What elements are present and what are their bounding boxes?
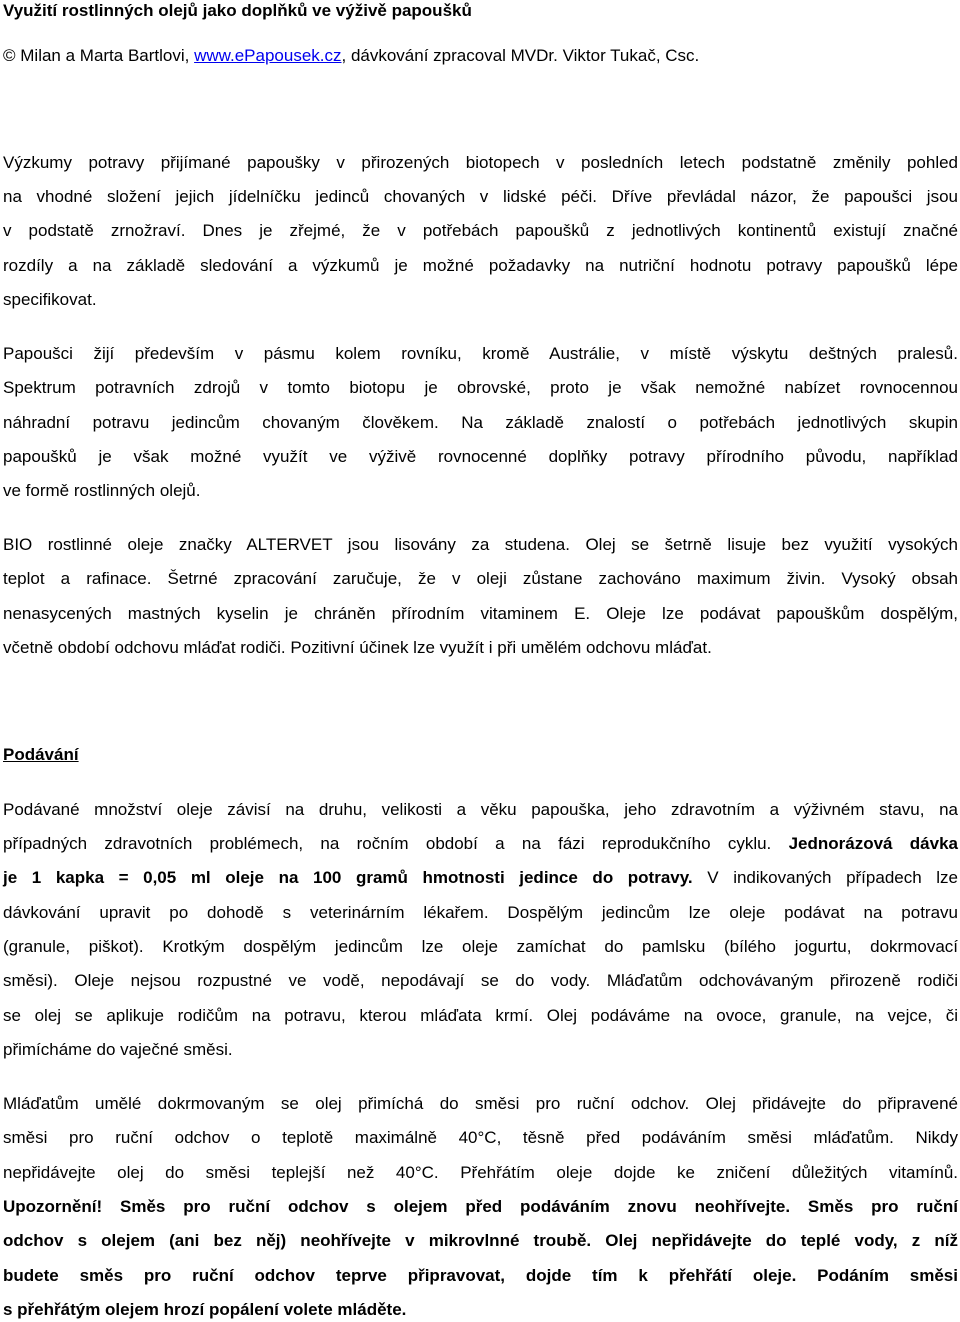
para3-line2: teplot a rafinace. Šetrné zpracování zaručuje, že v oleji zůstane zachováno maximum živin. Vysoký obsah bbox=[3, 569, 958, 588]
dose-highlight-start: Jednorázová dávka bbox=[788, 834, 958, 853]
para4-line3 bbox=[3, 868, 958, 888]
para2-line4: papoušků je však možné využít ve výživě rovnocenné doplňky potravy přírodního původu, například bbox=[3, 447, 958, 466]
para5-line1: Mláďatům umělé dokrmovaným se olej přimíchá do směsi pro ruční odchov. Olej přidávejte do připravené bbox=[3, 1094, 958, 1113]
warning-line4: s přehřátým olejem hrozí popálení volete mláděte. bbox=[3, 1300, 407, 1319]
para2-line1: Papoušci žijí především v pásmu kolem rovníku, kromě Austrálie, v místě výskytu deštných pralesů. bbox=[3, 344, 958, 363]
para2-line3: náhradní potravu jedincům chovaným člověkem. Na základě znalostí o potřebách jednotlivých skupin bbox=[3, 413, 958, 432]
section-heading: Podávání bbox=[3, 745, 79, 764]
para1-line3: v podstatě zrnožraví. Dnes je zřejmé, že v potřebách papoušků z jednotlivých kontinentů existují značné bbox=[3, 221, 958, 240]
warning-line2: odchov s olejem (ani bez něj) neohřívejte v mikrovlnné troubě. Olej nepřidávejte do teplé vody, z níž bbox=[3, 1231, 958, 1250]
para1-line2: na vhodné složení jejich jídelníčku jedinců chovaných v lidské péči. Dříve převládal názor, že papoušci jsou bbox=[3, 187, 958, 206]
para4-line5: (granule, piškot). Krotkým dospělým jedincům lze oleje zamíchat do pamlsku (bílého jogurtu, dokrmovací bbox=[3, 937, 958, 956]
warning-line3: budete směs pro ruční odchov teprve připravovat, dojde tím k přehřátí oleje. Podáním směsi bbox=[3, 1266, 958, 1285]
para3-line3: nenasycených mastných kyselin je chráněn přírodním vitaminem E. Oleje lze podávat papouškům dospělým, bbox=[3, 604, 958, 623]
para4-line4: dávkování upravit po dohodě s veterinárním lékařem. Dospělým jedincům lze oleje podávat na potravu bbox=[3, 903, 958, 922]
para3-line4: včetně období odchovu mláďat rodiči. Pozitivní účinek lze využít i při umělém odchovu mláďat. bbox=[3, 638, 712, 657]
para2-line2: Spektrum potravních zdrojů v tomto biotopu je obrovské, proto je však nemožné nabízet rovnocennou bbox=[3, 378, 958, 397]
para1-line5: specifikovat. bbox=[3, 290, 97, 309]
para4-line2 bbox=[3, 834, 958, 854]
copyright-symbol: © bbox=[3, 46, 16, 65]
byline-rest: , dávkování zpracoval MVDr. Viktor Tukač, Csc. bbox=[341, 46, 700, 65]
para4-line3-text: V indikovaných případech lze bbox=[692, 868, 959, 887]
byline-authors: Milan a Marta Bartlovi, bbox=[15, 46, 195, 65]
para2-line5: ve formě rostlinných olejů. bbox=[3, 481, 201, 500]
para4-line6: směsi). Oleje nejsou rozpustné ve vodě, nepodávají se do vody. Mláďatům odchovávaným přirozeně rodiči bbox=[3, 971, 958, 990]
website-link[interactable]: www.ePapousek.cz bbox=[194, 46, 342, 65]
para5-line3: nepřidávejte olej do směsi teplejší než 40°C. Přehřátím oleje dojde ke zničení důležitých vitamínů. bbox=[3, 1163, 958, 1182]
para4-line2-text: případných zdravotních problémech, na ročním období a na fázi reprodukčního cyklu. bbox=[3, 834, 789, 853]
byline bbox=[3, 46, 699, 66]
para1-line1: Výzkumy potravy přijímané papoušky v přirozených biotopech v posledních letech podstatně změnily pohled bbox=[3, 153, 958, 172]
para5-line2: směsi pro ruční odchov o teplotě maximálně 40°C, těsně před podáváním směsi mláďatům. Nikdy bbox=[3, 1128, 958, 1147]
para3-line1: BIO rostlinné oleje značky ALTERVET jsou lisovány za studena. Olej se šetrně lisuje bez využití vysokých bbox=[3, 535, 958, 554]
para4-line7: se olej se aplikuje rodičům na potravu, kterou mláďata krmí. Olej podáváme na ovoce, granule, na vejce, či bbox=[3, 1006, 958, 1025]
para1-line4: rozdíly a na základě sledování a výzkumů je možné požadavky na nutriční hodnotu potravy papoušků lépe bbox=[3, 256, 958, 275]
para4-line8: přimícháme do vaječné směsi. bbox=[3, 1040, 233, 1059]
dose-highlight-end: je 1 kapka = 0,05 ml oleje na 100 gramů hmotnosti jedince do potravy. bbox=[3, 868, 693, 887]
para4-line1: Podávané množství oleje závisí na druhu, velikosti a věku papouška, jeho zdravotním a výživném stavu, na bbox=[3, 800, 958, 819]
document-title: Využití rostlinných olejů jako doplňků ve výživě papoušků bbox=[3, 1, 472, 20]
warning-line1: Upozornění! Směs pro ruční odchov s olejem před podáváním znovu neohřívejte. Směs pro ruční bbox=[3, 1197, 958, 1216]
